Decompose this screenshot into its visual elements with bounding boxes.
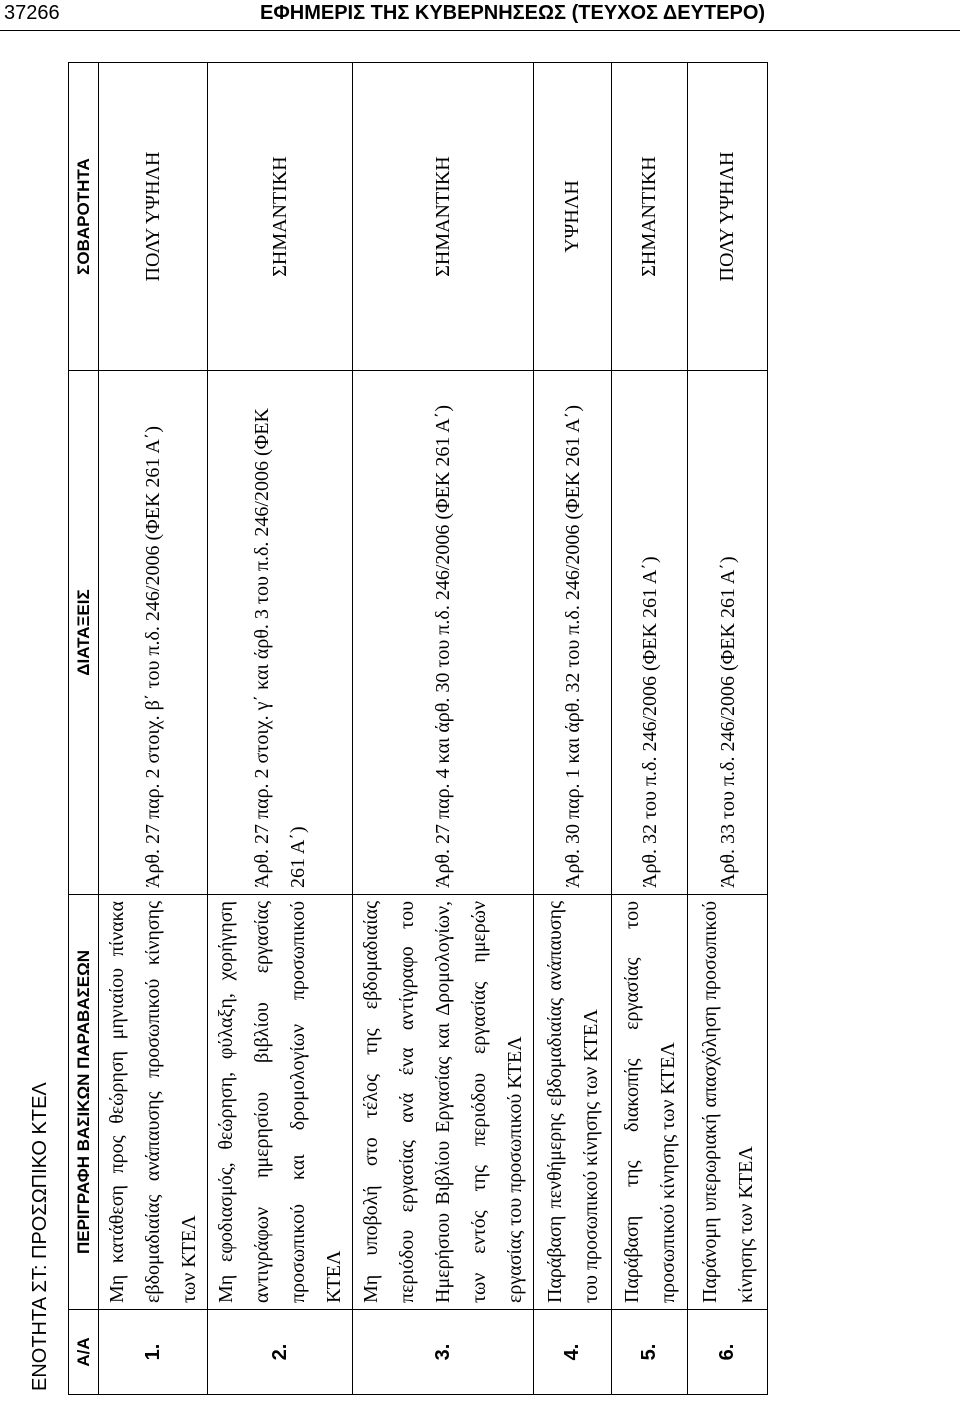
severity-level: ΥΨΗΛΗ <box>534 63 612 371</box>
legal-provisions: Άρθ. 27 παρ. 4 και άρθ. 30 του π.δ. 246/2006 (ΦΕΚ 261 Α΄) <box>353 371 534 895</box>
section-title: ΕΝΟΤΗΤΑ ΣΤ: ΠΡΟΣΩΠΙΚΟ ΚΤΕΛ <box>29 1082 51 1391</box>
column-header-severity: ΣΟΒΑΡΟΤΗΤΑ <box>69 63 99 371</box>
column-header-description: ΠΕΡΙΓΡΑΦΗ ΒΑΣΙΚΩΝ ΠΑΡΑΒΑΣΕΩΝ <box>69 895 99 1310</box>
table-row <box>688 63 768 1395</box>
legal-provisions: Άρθ. 30 παρ. 1 και άρθ. 32 του π.δ. 246/2006 (ΦΕΚ 261 Α΄) <box>534 371 612 895</box>
legal-provisions: Άρθ. 27 παρ. 2 στοιχ. β΄ του π.δ. 246/2006 (ΦΕΚ 261 Α΄) <box>99 371 208 895</box>
row-number: 3. <box>353 1310 534 1395</box>
column-header-provisions: ΔΙΑΤΑΞΕΙΣ <box>69 371 99 895</box>
violation-description: Μη κατάθεση προς θεώρηση μηνιαίου πίνακα εβδομαδιαίας ανάπαυσης προσωπικού κίνησης των ΚΤΕΛ <box>99 895 208 1310</box>
page-header <box>0 0 960 34</box>
table-row <box>99 63 208 1395</box>
header-rule <box>0 30 960 31</box>
table-row <box>534 63 612 1395</box>
column-header-aa: Α/Α <box>69 1310 99 1395</box>
severity-level: ΠΟΛΥ ΥΨΗΛΗ <box>688 63 768 371</box>
row-number: 2. <box>208 1310 353 1395</box>
legal-provisions: Άρθ. 33 του π.δ. 246/2006 (ΦΕΚ 261 Α΄) <box>688 371 768 895</box>
table-row <box>208 63 353 1395</box>
legal-provisions: Άρθ. 32 του π.δ. 246/2006 (ΦΕΚ 261 Α΄) <box>612 371 688 895</box>
table-row <box>612 63 688 1395</box>
violation-description: Παράβαση της διακοπής εργασίας του προσωπικού κίνησης των ΚΤΕΛ <box>612 895 688 1310</box>
rotated-content <box>20 33 920 1395</box>
table-row <box>353 63 534 1395</box>
severity-level: ΣΗΜΑΝΤΙΚΗ <box>353 63 534 371</box>
running-title: ΕΦΗΜΕΡΙΣ ΤΗΣ ΚΥΒΕΡΝΗΣΕΩΣ (ΤΕΥΧΟΣ ΔΕΥΤΕΡΟ) <box>260 2 766 24</box>
violations-table <box>68 62 768 1395</box>
legal-provisions: Άρθ. 27 παρ. 2 στοιχ. γ΄ και άρθ. 3 του π.δ. 246/2006 (ΦΕΚ 261 Α΄) <box>208 371 353 895</box>
page-number: 37266 <box>4 2 60 24</box>
row-number: 4. <box>534 1310 612 1395</box>
violation-description: Μη υποβολή στο τέλος της εβδομαδιαίας περιόδου εργασίας ανά ένα αντίγραφο του Ημερήσιου Βιβλίου Εργασίας και Δρομολογίων, των εντός της περιόδου εργασίας ημερών εργασίας του προσωπικού ΚΤΕΛ <box>353 895 534 1310</box>
row-number: 6. <box>688 1310 768 1395</box>
table-header-row <box>69 63 99 1395</box>
severity-level: ΠΟΛΥ ΥΨΗΛΗ <box>99 63 208 371</box>
severity-level: ΣΗΜΑΝΤΙΚΗ <box>208 63 353 371</box>
violation-description: Παράβαση πενθήμερης εβδομαδιαίας ανάπαυσης του προσωπικού κίνησης των ΚΤΕΛ <box>534 895 612 1310</box>
row-number: 5. <box>612 1310 688 1395</box>
severity-level: ΣΗΜΑΝΤΙΚΗ <box>612 63 688 371</box>
violation-description: Μη εφοδιασμός, θεώρηση, φύλαξη, χορήγηση αντιγράφων ημερησίου βιβλίου εργασίας προσωπικού και δρομολογίων προσωπικού ΚΤΕΛ <box>208 895 353 1310</box>
violation-description: Παράνομη υπερωριακή απασχόληση προσωπικού κίνησης των ΚΤΕΛ <box>688 895 768 1310</box>
row-number: 1. <box>99 1310 208 1395</box>
